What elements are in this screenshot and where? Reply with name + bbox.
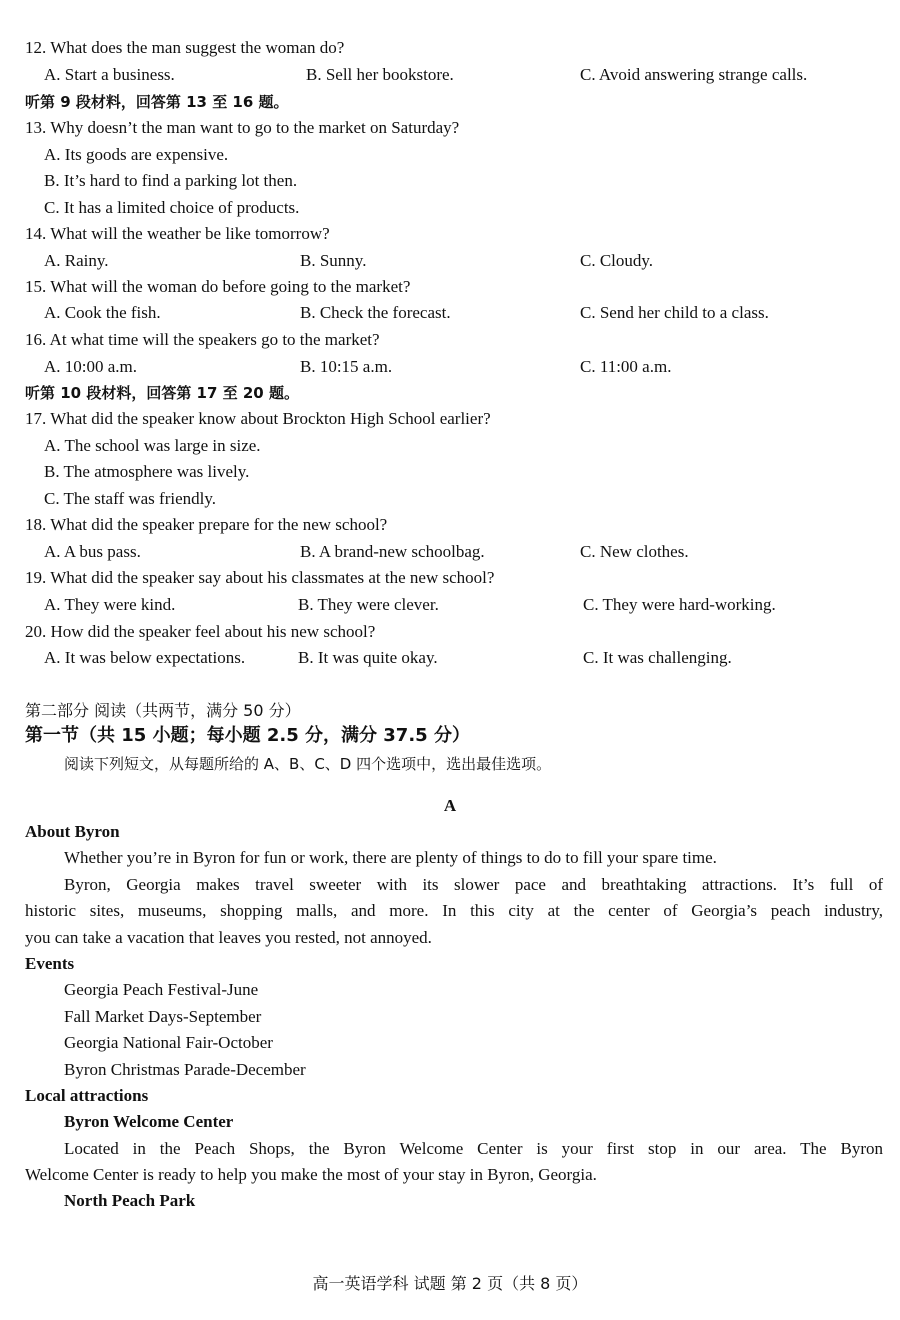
q20-option-c: C. It was challenging. (583, 648, 732, 667)
q16-option-b: B. 10:15 a.m. (300, 357, 393, 376)
about-paragraph-2-line-1: Byron, Georgia makes travel sweeter with its slower pace and breathtaking attractions. It’s full of (64, 875, 883, 894)
q19-option-b: B. They were clever. (298, 595, 439, 614)
section-10-heading: 听第 10 段材料，回答第 17 至 20 题。 (25, 384, 299, 402)
question-12: 12. What does the man suggest the woman do? (25, 38, 345, 57)
question-18: 18. What did the speaker prepare for the new school? (25, 515, 388, 534)
about-paragraph-2-line-2: historic sites, museums, shopping malls, and more. In this city at the center of Georgia’s peach industry, (25, 901, 883, 920)
q17-option-a: A. The school was large in size. (44, 436, 261, 455)
q14-option-c: C. Cloudy. (580, 251, 654, 270)
q17-option-b: B. The atmosphere was lively. (44, 462, 250, 481)
reading-instruction: 阅读下列短文，从每题所给的 A、B、C、D 四个选项中，选出最佳选项。 (64, 755, 552, 773)
part-2-title: 第二部分 阅读（共两节，满分 50 分） (25, 701, 301, 720)
q13-option-a: A. Its goods are expensive. (44, 145, 229, 164)
about-paragraph-2-line-3: you can take a vacation that leaves you rested, not annoyed. (25, 928, 432, 947)
q15-option-a: A. Cook the fish. (44, 303, 161, 322)
q15-option-c: C. Send her child to a class. (580, 303, 769, 322)
q15-option-b: B. Check the forecast. (300, 303, 451, 322)
q14-option-a: A. Rainy. (44, 251, 109, 270)
event-item: Byron Christmas Parade-December (64, 1060, 306, 1079)
q20-option-a: A. It was below expectations. (44, 648, 246, 667)
q18-option-b: B. A brand-new schoolbag. (300, 542, 485, 561)
section-1-title: 第一节（共 15 小题；每小题 2.5 分，满分 37.5 分） (25, 725, 470, 746)
welcome-center-line-1: Located in the Peach Shops, the Byron Welcome Center is your first stop in our area. The Byron (64, 1139, 883, 1158)
north-peach-park-heading: North Peach Park (64, 1191, 196, 1210)
q20-option-b: B. It was quite okay. (298, 648, 438, 667)
q19-option-c: C. They were hard-working. (583, 595, 776, 614)
welcome-center-line-2: Welcome Center is ready to help you make the most of your stay in Byron, Georgia. (25, 1165, 597, 1184)
events-heading: Events (25, 954, 75, 973)
page-footer: 高一英语学科 试题 第 2 页（共 8 页） (312, 1274, 588, 1293)
passage-letter: A (443, 796, 457, 815)
q16-option-c: C. 11:00 a.m. (580, 357, 672, 376)
q17-option-c: C. The staff was friendly. (44, 489, 217, 508)
q19-option-a: A. They were kind. (44, 595, 176, 614)
q14-option-b: B. Sunny. (300, 251, 367, 270)
q13-option-b: B. It’s hard to find a parking lot then. (44, 171, 298, 190)
q12-option-c: C. Avoid answering strange calls. (580, 65, 808, 84)
event-item: Georgia National Fair-October (64, 1033, 273, 1052)
about-byron-heading: About Byron (25, 822, 120, 841)
question-15: 15. What will the woman do before going to the market? (25, 277, 411, 296)
q16-option-a: A. 10:00 a.m. (44, 357, 138, 376)
question-14: 14. What will the weather be like tomorrow? (25, 224, 330, 243)
q12-option-b: B. Sell her bookstore. (306, 65, 454, 84)
question-16: 16. At what time will the speakers go to the market? (25, 330, 380, 349)
about-paragraph-1: Whether you’re in Byron for fun or work, there are plenty of things to do to fill your spare time. (64, 848, 717, 867)
q12-option-a: A. Start a business. (44, 65, 175, 84)
q18-option-a: A. A bus pass. (44, 542, 141, 561)
event-item: Georgia Peach Festival-June (64, 980, 259, 999)
q13-option-c: C. It has a limited choice of products. (44, 198, 300, 217)
event-item: Fall Market Days-September (64, 1007, 262, 1026)
q18-option-c: C. New clothes. (580, 542, 689, 561)
section-9-heading: 听第 9 段材料，回答第 13 至 16 题。 (25, 93, 289, 111)
question-19: 19. What did the speaker say about his classmates at the new school? (25, 568, 495, 587)
question-13: 13. Why doesn’t the man want to go to the market on Saturday? (25, 118, 460, 137)
welcome-center-heading: Byron Welcome Center (64, 1112, 234, 1131)
local-attractions-heading: Local attractions (25, 1086, 149, 1105)
question-20: 20. How did the speaker feel about his new school? (25, 622, 376, 641)
question-17: 17. What did the speaker know about Brockton High School earlier? (25, 409, 491, 428)
